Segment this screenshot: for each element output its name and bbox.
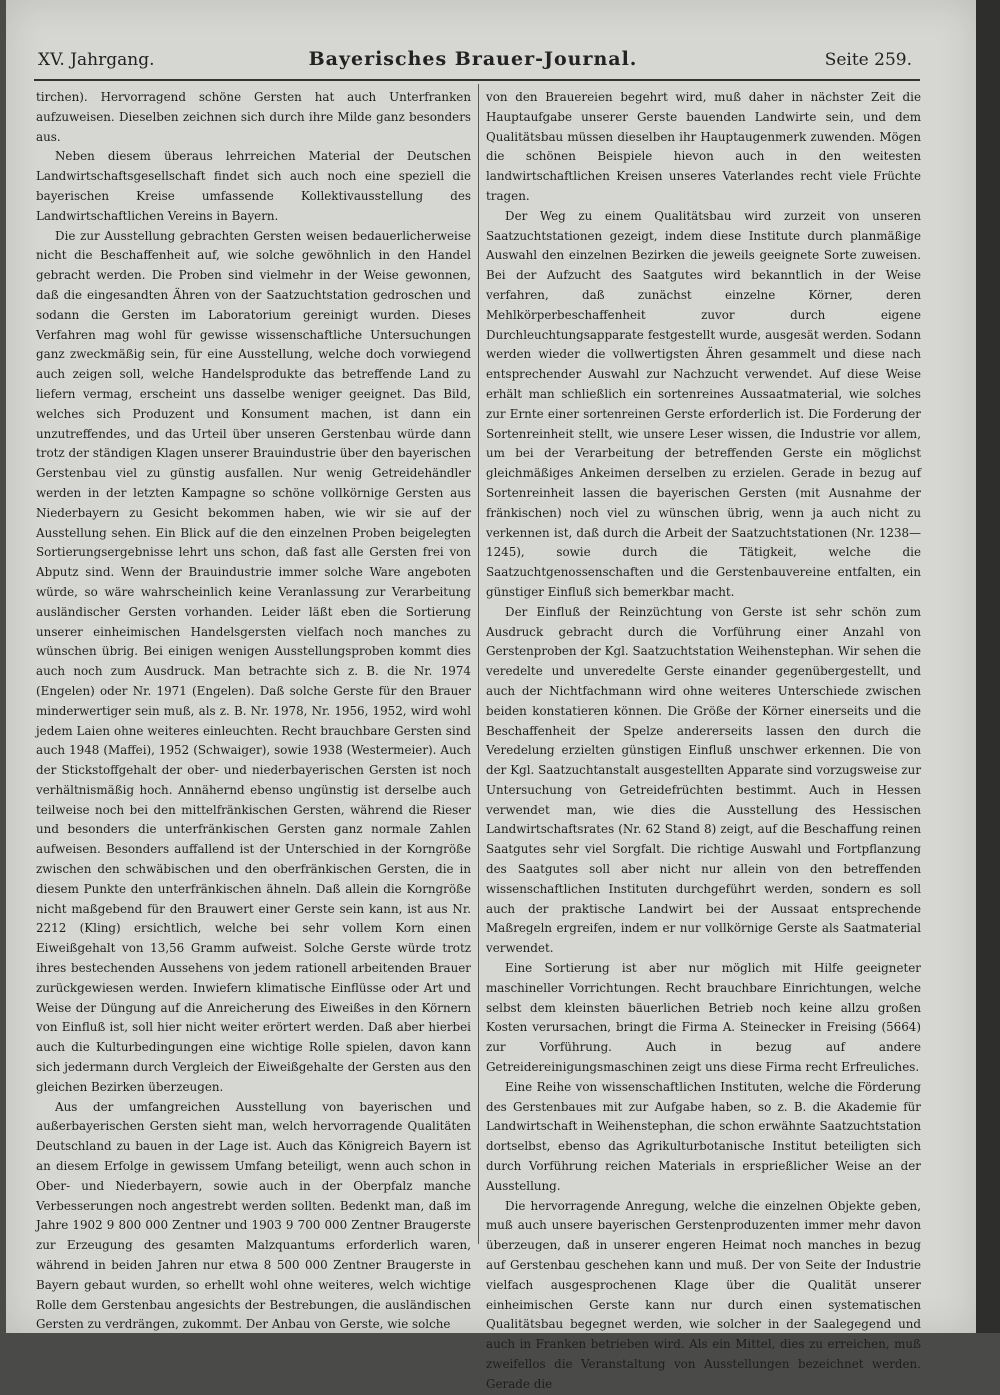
paragraph: Die hervorragende Anregung, welche die einzelnen Objekte geben, muß auch unsere bayerischen Gerstenproduzenten immer mehr davon überzeugen, daß in unserer engeren Heimat noch manches in bezug auf Gerstenbau geschehen kann und muß. Der von Seite der Industrie vielfach ausgesprochenen Klage über die Qualität unserer einheimischen Gerste kann nur durch einen systematischen Qualitätsbau begegnet werden, wie solcher in der Saalegegend und auch in Franken betrieben wird. Als ein Mittel, dies zu erreichen, muß zweifellos die Veranstaltung von Ausstellungen bezeichnet werden. Gerade die (486, 1198, 921, 1391)
paragraph: Die zur Ausstellung gebrachten Gersten weisen bedauerlicherweise nicht die Beschaffenheit auf, wie solche gewöhnlich in den Handel gebracht werden. Die Proben sind vielmehr in der Weise gewonnen, daß die eingesandten Ähren von der Saatzuchtstation gedroschen und sodann die Gersten im Laboratorium gereinigt wurden. Dieses Verfahren mag wohl für gewisse wissenschaftliche Untersuchungen ganz zweckmäßig sein, für eine Ausstellung, welche doch vorwiegend auch zeigen soll, welche Handelsprodukte das betreffende Land zu liefern vermag, erscheint uns dasselbe weniger geeignet. Das Bild, welches sich Produzent und Konsument machen, ist dann ein unzutreffendes, und das Urteil über unseren Gerstenbau würde dann trotz der ständigen Klagen unserer Brauindustrie über den bayerischen Gerstenbau viel zu günstig ausfallen. Nur wenig Getreidehändler werden in der letzten Kampagne so schöne vollkörnige Gersten aus Niederbayern zu Gesicht bekommen haben, wie wir sie auf der Ausstellung sehen. Ein Blick auf die den einzelnen Proben beigelegten Sortierungsergebnisse lehrt uns schon, daß fast alle Gersten frei von Abputz sind. Wenn der Brauindustrie immer solche Ware angeboten würde, so wäre wahrscheinlich keine Veranlassung zur Verarbeitung ausländischer Gersten vorhanden. Leider läßt eben die Sortierung unserer einheimischen Handelsgersten vielfach noch manches zu wünschen übrig. Bei einigen wenigen Ausstellungsproben kommt dies auch noch zum Ausdruck. Man betrachte sich z. B. die Nr. 1974 (Engelen) oder Nr. 1971 (Engelen). Daß solche Gerste für den Brauer minderwertiger sein muß, als z. B. Nr. 1978, Nr. 1956, 1952, wird wohl jedem Laien ohne weiteres einleuchten. Recht brauchbare Gersten sind auch 1948 (Maffei), 1952 (Schwaiger), sowie 1938 (Westermeier). Auch der Stickstoffgehalt der ober- und niederbayerischen Gersten ist noch verhältnismäßig hoch. Annähernd ebenso ungünstig ist derselbe auch teilweise noch bei den mittelfränkischen Gersten, während die Rieser und besonders die unterfränkischen Gersten ganz normale Zahlen aufweisen. Besonders auffallend ist der Unterschied in der Korngröße zwischen den schwäbischen und den oberfränkischen Gersten, die in diesem Punkte den unterfränkischen ähneln. Daß allein die Korngröße nicht maßgebend für den Brauwert einer Gerste sein kann, ist aus Nr. 2212 (Kling) ersichtlich, welche bei sehr vollem Korn einen Eiweißgehalt von 13,56 Gramm aufweist. Solche Gerste würde trotz ihres bestechenden Aussehens von jedem rationell arbeitenden Brauer zurückgewiesen werden. Inwiefern klimatische Einflüsse oder Art und Weise der Düngung auf die Anreicherung des Eiweißes in den Körnern von Einfluß ist, soll hier nicht weiter erörtert werden. Daß aber hierbei auch die Kulturbedingungen eine wichtige Rolle spielen, davon kann sich jedermann durch Vergleich der Eiweißgehalte der Gersten aus den gleichen Bezirken überzeugen. (36, 228, 471, 1094)
paragraph: Neben diesem überaus lehrreichen Material der Deutschen Landwirtschaftsgesellschaft findet sich auch noch eine speziell die bayerischen Kreise umfassende Kollektivausstellung des Landwirtschaftlichen Vereins in Bayern. (36, 149, 471, 223)
paragraph: Eine Sortierung ist aber nur möglich mit Hilfe geeigneter maschineller Vorrichtungen. Recht brauchbare Einrichtungen, welche selbst dem kleinsten bäuerlichen Betrieb noch keine allzu großen Kosten verursachen, bringt die Firma A. Steinecker in Freising (5664) zur Vorführung. Auch in bezug auf andere Getreidereinigungsmaschinen zeigt uns diese Firma recht Erfreuliches. (486, 961, 921, 1075)
paragraph: Aus der umfangreichen Ausstellung von bayerischen und außerbayerischen Gersten sieht man, welch hervorragende Qualitäten Deutschland zu bauen in der Lage ist. Auch das Königreich Bayern ist an diesem Erfolge in gewissem Umfang beteiligt, wenn auch schon in Ober- und Niederbayern, sowie auch in der Oberpfalz manche Verbesserungen noch angestrebt werden sollten. Bedenkt man, daß im Jahre 1902 9 800 000 Zentner und 1903 9 700 000 Zentner Braugerste zur Erzeugung des gesamten Malzquantums erforderlich waren, während in beiden Jahren nur etwa 8 500 000 Zentner Braugerste in Bayern gebaut wurden, so erhellt wohl ohne weiteres, welch wichtige Rolle dem Gerstenbau angesichts der Bestrebungen, die ausländischen Gersten zu verdrängen, zukommt. Der Anbau von Gerste, wie solche (36, 1099, 471, 1332)
volume-label: XV. Jahrgang. (38, 50, 155, 70)
page-header (28, 44, 918, 80)
scan-edge (976, 0, 1000, 1333)
paragraph: Der Einfluß der Reinzüchtung von Gerste ist sehr schön zum Ausdruck gebracht durch die Vorführung einer Anzahl von Gerstenproben der Kgl. Saatzuchtstation Weihenstephan. Wir sehen die veredelte und unveredelte Gerste einander gegenübergestellt, und auch der Nichtfachmann wird ohne weiteres Unterschiede zwischen beiden konstatieren können. Die Größe der Körner einerseits und die Beschaffenheit der Spelze andererseits lassen den durch die Veredelung erzielten günstigen Einfluß unschwer erkennen. Die von der Kgl. Saatzuchtanstalt ausgestellten Apparate sind vorzugsweise zur Untersuchung von Getreidefrüchten bestimmt. Auch in Hessen verwendet man, wie dies die Ausstellung des Hessischen Landwirtschaftsrates (Nr. 62 Stand 8) zeigt, auf die Beschaffung reinen Saatgutes sehr viel Sorgfalt. Die richtige Auswahl und Fortpflanzung des Saatgutes soll aber nicht nur allein von den betreffenden wissenschaftlichen Instituten durchgeführt werden, sondern es soll auch der praktische Landwirt bei der Aussaat entsprechende Maßregeln ergreifen, indem er nur vollkörnige Gerste als Saatmaterial verwendet. (486, 604, 921, 956)
column-divider (478, 84, 479, 1244)
header-rule (34, 79, 920, 81)
right-column (486, 88, 921, 1391)
journal-page (6, 0, 976, 1391)
page-number: Seite 259. (824, 50, 912, 70)
left-column (36, 88, 471, 1332)
paragraph: Eine Reihe von wissenschaftlichen Instituten, welche die Förderung des Gerstenbaues mit zur Aufgabe haben, so z. B. die Akademie für Landwirtschaft in Weihenstephan, die schon erwähnte Saatzuchtstation dortselbst, ebenso das Agrikulturbotanische Institut beteiligten sich durch Vorführung reichen Materials in ersprießlicher Weise an der Ausstellung. (486, 1079, 921, 1193)
paragraph: Der Weg zu einem Qualitätsbau wird zurzeit von unseren Saatzuchtstationen gezeigt, indem diese Institute durch planmäßige Auswahl den einzelnen Bezirken die jeweils geeignete Sorte zuweisen. Bei der Aufzucht des Saatgutes wird bekanntlich in der Weise verfahren, daß zunächst einzelne Körner, deren Mehlkörperbeschaffenheit zuvor durch eigene Durchleuchtungsapparate festgestellt wurde, ausgesät werden. Sodann werden wieder die vollwertigsten Ähren gesammelt und diese nach entsprechender Auswahl zur Nachzucht verwendet. Auf diese Weise erhält man schließlich ein sortenreines Aussaatmaterial, wie solches zur Ernte einer sortenreinen Gerste erforderlich ist. Die Forderung der Sortenreinheit stellt, wie unsere Leser wissen, die Industrie vor allem, um bei der Verarbeitung der betreffenden Gerste ein möglichst gleichmäßiges Ankeimen derselben zu erzielen. Gerade in bezug auf Sortenreinheit lassen die bayerischen Gersten (mit Ausnahme der fränkischen) noch viel zu wünschen übrig, wenn ja auch nicht zu verkennen ist, daß durch die Arbeit der Saatzuchtstationen (Nr. 1238—1245), sowie durch die Tätigkeit, welche die Saatzuchtgenossenschaften und die Gerstenbauvereine entfalten, ein günstiger Einfluß sich bemerkbar macht. (486, 208, 921, 599)
journal-title: Bayerisches Brauer-Journal. (308, 48, 638, 70)
paragraph: von den Brauereien begehrt wird, muß daher in nächster Zeit die Hauptaufgabe unserer Gerste bauenden Landwirte sein, und dem Qualitätsbau müssen dieselben ihr Hauptaugenmerk zuwenden. Mögen die schönen Beispiele hievon auch in den weitesten landwirtschaftlichen Kreisen unseres Vaterlandes recht viele Früchte tragen. (486, 90, 921, 203)
paragraph: tirchen). Hervorragend schöne Gersten hat auch Unterfranken aufzuweisen. Dieselben zeichnen sich durch ihre Milde ganz besonders aus. (36, 90, 471, 144)
